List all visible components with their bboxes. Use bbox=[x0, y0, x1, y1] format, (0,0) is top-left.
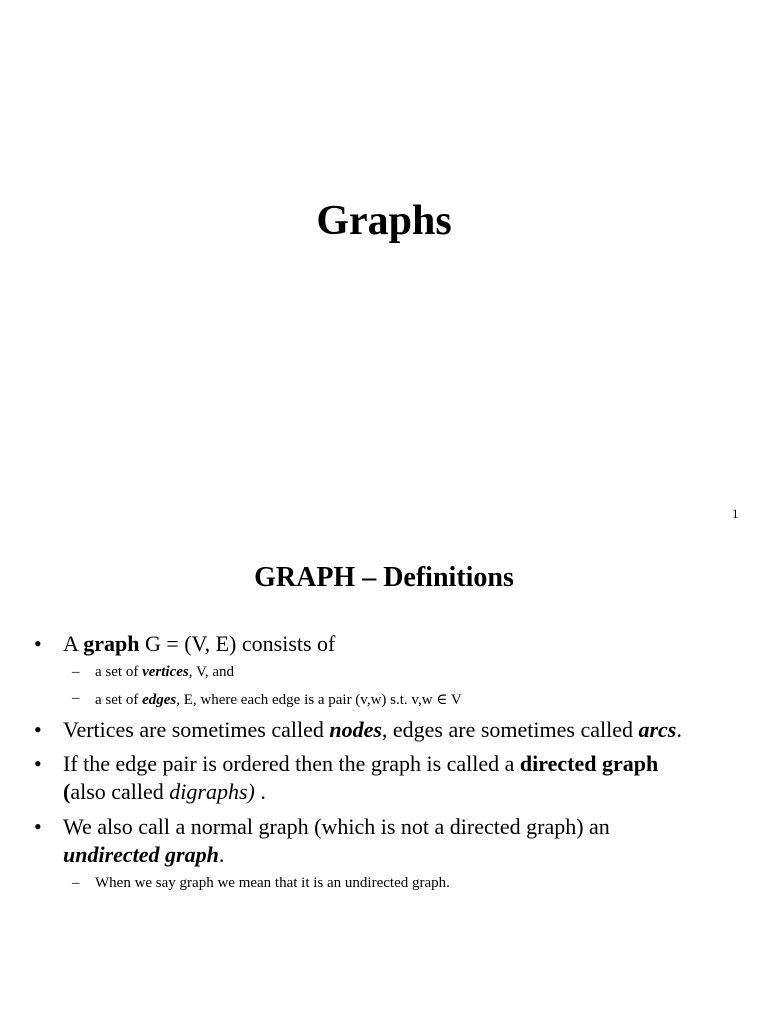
bullet-nodes-arcs bbox=[63, 717, 682, 743]
page-number: 1 bbox=[732, 506, 739, 521]
slide-title: Graphs bbox=[316, 198, 452, 244]
sub-bullet-marker: – bbox=[72, 875, 80, 891]
text: , V, and bbox=[188, 664, 235, 680]
bullet-marker: • bbox=[34, 814, 42, 839]
text: . bbox=[676, 717, 682, 742]
text: a set of bbox=[95, 692, 143, 708]
text: also called bbox=[70, 779, 170, 804]
text: a set of bbox=[95, 664, 143, 680]
sub-bullet-vertices bbox=[95, 664, 234, 681]
sub-bullet-edges bbox=[95, 690, 462, 709]
bullet-marker: • bbox=[34, 751, 42, 776]
bullet-directed-graph-line1 bbox=[63, 751, 658, 777]
term-directed-graph: directed graph bbox=[519, 751, 659, 776]
sub-bullet-marker: – bbox=[72, 690, 80, 706]
term-graph: graph bbox=[83, 631, 140, 656]
bullet-undirected-graph-line2 bbox=[63, 842, 224, 868]
sub-bullet-marker: – bbox=[72, 664, 80, 680]
term-undirected-graph: undirected graph bbox=[63, 842, 219, 867]
bullet-directed-graph-line2 bbox=[63, 779, 266, 805]
term-vertices: vertices bbox=[142, 664, 189, 680]
bullet-marker: • bbox=[34, 631, 42, 656]
term-arcs: arcs bbox=[638, 717, 677, 742]
text: G = (V, E) consists of bbox=[139, 631, 336, 656]
text: . bbox=[218, 842, 225, 867]
bullet-marker: • bbox=[34, 717, 42, 742]
text: . bbox=[254, 779, 266, 804]
bullet-graph-definition bbox=[63, 631, 335, 657]
term-digraphs: digraphs) bbox=[169, 779, 255, 804]
text: Vertices are sometimes called bbox=[63, 717, 330, 742]
paren: ( bbox=[63, 779, 71, 804]
bullet-undirected-graph-line1: We also call a normal graph (which is not a directed graph) an bbox=[63, 814, 610, 839]
section-title: GRAPH – Definitions bbox=[254, 562, 514, 593]
text: If the edge pair is ordered then the graph is called a bbox=[63, 751, 520, 776]
text: , E, where each edge is a pair (v,w) s.t. v,w ∈ V bbox=[176, 692, 462, 708]
text: , edges are sometimes called bbox=[381, 717, 639, 742]
term-edges: edges bbox=[142, 692, 177, 708]
sub-bullet-undirected-note: When we say graph we mean that it is an undirected graph. bbox=[95, 875, 450, 891]
text: A bbox=[63, 631, 84, 656]
term-nodes: nodes bbox=[329, 717, 382, 742]
